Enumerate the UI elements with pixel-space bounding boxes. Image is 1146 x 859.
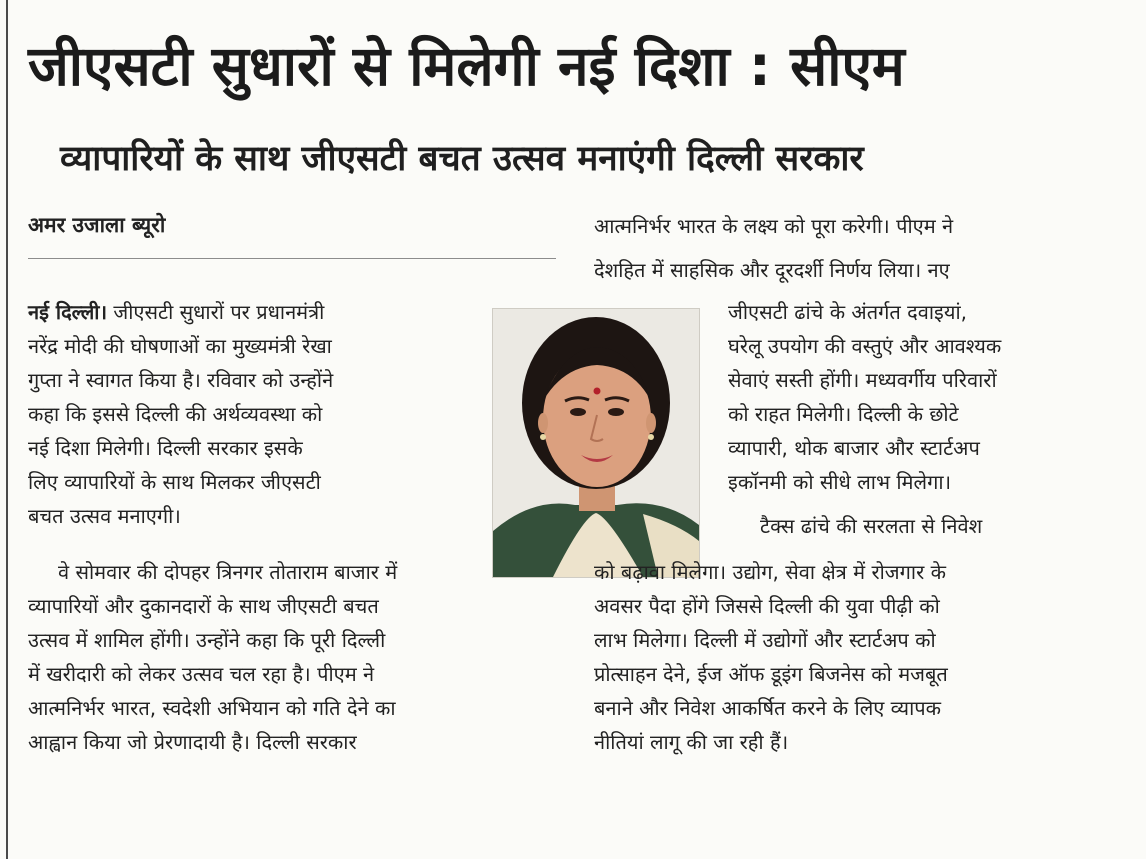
left-column-line: बचत उत्सव मनाएगी। — [28, 504, 181, 528]
subheadline: व्यापारियों के साथ जीएसटी बचत उत्सव मनाएंगी दिल्ली सरकार — [60, 139, 864, 179]
right-column-line: टैक्स ढांचे की सरलता से निवेश — [760, 514, 983, 538]
page-edge-border — [6, 0, 8, 859]
left-column-line: आत्मनिर्भर भारत, स्वदेशी अभियान को गति देने का — [28, 696, 396, 720]
portrait-image — [493, 309, 699, 577]
right-column-line: अवसर पैदा होंगे जिससे दिल्ली की युवा पीढ़ी को — [594, 594, 940, 618]
right-column-line: घरेलू उपयोग की वस्तुएं और आवश्यक — [728, 334, 1002, 358]
left-column-line: नरेंद्र मोदी की घोषणाओं का मुख्यमंत्री रेखा — [28, 334, 332, 358]
right-column-line: जीएसटी ढांचे के अंतर्गत दवाइयां, — [728, 300, 968, 324]
left-column-line: वे सोमवार की दोपहर त्रिनगर तोताराम बाजार में — [58, 560, 398, 584]
left-line-text: जीएसटी सुधारों पर प्रधानमंत्री — [107, 300, 325, 324]
right-column-line: सेवाएं सस्ती होंगी। मध्यवर्गीय परिवारों — [728, 368, 997, 392]
right-column-line: बनाने और निवेश आकर्षित करने के लिए व्यापक — [594, 696, 942, 720]
left-column-line: आह्वान किया जो प्रेरणादायी है। दिल्ली सरकार — [28, 730, 357, 754]
right-column-line: इकॉनमी को सीधे लाभ मिलेगा। — [728, 470, 952, 494]
left-column-line: व्यापारियों और दुकानदारों के साथ जीएसटी बचत — [28, 594, 379, 618]
left-column-line: उत्सव में शामिल होंगी। उन्होंने कहा कि पूरी दिल्ली — [28, 628, 386, 652]
right-column-line: देशहित में साहसिक और दूरदर्शी निर्णय लिया। नए — [594, 258, 950, 282]
right-column-line: आत्मनिर्भर भारत के लक्ष्य को पूरा करेगी। पीएम ने — [594, 214, 954, 238]
headline: जीएसटी सुधारों से मिलेगी नई दिशा : सीएम — [28, 34, 905, 98]
right-column-line: लाभ मिलेगा। दिल्ली में उद्योगों और स्टार्टअप को — [594, 628, 936, 652]
left-column-line: गुप्ता ने स्वागत किया है। रविवार को उन्होंने — [28, 368, 334, 392]
dateline: नई दिल्ली। — [28, 300, 108, 324]
right-column-line: नीतियां लागू की जा रही हैं। — [594, 730, 789, 754]
left-column-line: लिए व्यापारियों के साथ मिलकर जीएसटी — [28, 470, 321, 494]
right-column-line: व्यापारी, थोक बाजार और स्टार्टअप — [728, 436, 980, 460]
left-column-line — [28, 296, 324, 329]
left-column-line: में खरीदारी को लेकर उत्सव चल रहा है। पीएम ने — [28, 662, 375, 686]
right-column-line: को बढ़ावा मिलेगा। उद्योग, सेवा क्षेत्र में रोजगार के — [594, 560, 946, 584]
byline: अमर उजाला ब्यूरो — [28, 213, 166, 237]
right-column-line: को राहत मिलेगी। दिल्ली के छोटे — [728, 402, 959, 426]
chief-minister-photo — [492, 308, 700, 578]
left-column-line: कहा कि इससे दिल्ली की अर्थव्यवस्था को — [28, 402, 323, 426]
byline-divider — [28, 258, 556, 259]
right-column-line: प्रोत्साहन देने, ईज ऑफ डूइंग बिजनेस को मजबूत — [594, 662, 948, 686]
left-column-line: नई दिशा मिलेगी। दिल्ली सरकार इसके — [28, 436, 303, 460]
